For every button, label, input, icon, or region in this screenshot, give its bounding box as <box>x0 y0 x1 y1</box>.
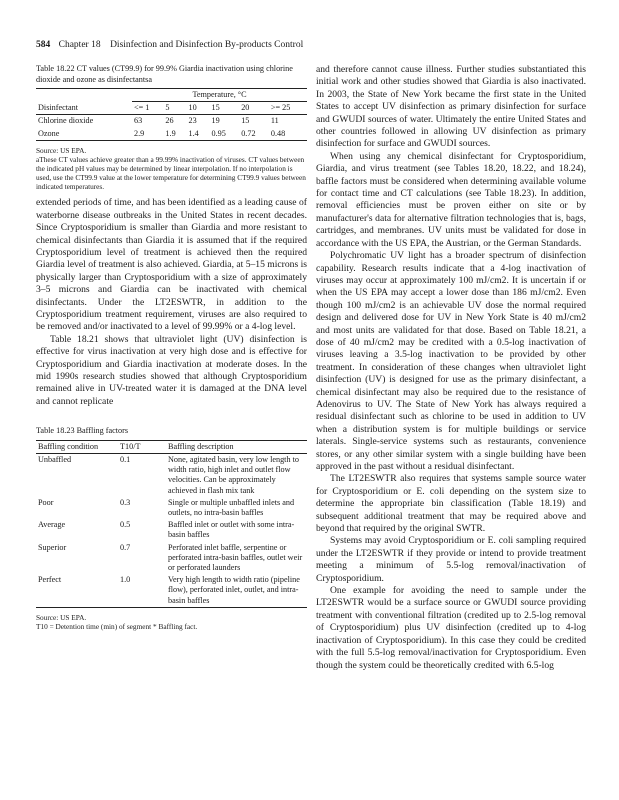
table-cell: 0.95 <box>211 128 226 138</box>
table-18-23 <box>36 426 307 631</box>
table-cell: Chlorine dioxide <box>38 116 94 126</box>
table-cell: 23 <box>188 116 197 126</box>
table-cell: Average <box>38 520 66 530</box>
table-cell: None, agitated basin, very low length to width ratio, high inlet and outlet flow velocities. Can be approximately achieved in flash mix tank <box>168 454 299 495</box>
table-row <box>36 519 307 541</box>
body-paragraph: The LT2ESWTR also requires that systems sample source water for Cryptosporidium or E. coli depending on the system size to determine the appropriate bin classification (Table 18.19) and subsequent additional treatment that may be required above and beyond that required by the original SWTR. <box>316 473 586 535</box>
table-cell: 0.3 <box>120 497 131 507</box>
table-cell: Very high length to width ratio (pipeline flow), perforated inlet, outlet, and intra-basin baffles <box>168 575 300 605</box>
table-18-22-grid <box>36 88 307 141</box>
col-header: 15 <box>211 103 220 113</box>
table-cell: 63 <box>134 116 143 126</box>
table-footnote: aThese CT values achieve greater than a 99.99% inactivation of viruses. CT values between the indicated pH values may be determined by linear interpolation. If no interpolation is used, use the CT99.9 value at the lower temperature for determining CT99.9 values between indicated temperatures. <box>36 154 306 192</box>
col-header: Disinfectant <box>38 102 79 112</box>
col-header: T10/T <box>120 441 141 451</box>
table-cell: Perfect <box>38 575 62 585</box>
table-cell: 0.72 <box>241 128 256 138</box>
body-paragraph: Table 18.21 shows that ultraviolet light (UV) disinfection is effective for virus inactivation at very high dose and is effective for Cryptosporidium and Giardia inactivation at moderate doses. In the mid 1990s research studies showed that although Cryptosporidium remained alive in UV-treated water it is damaged at the DNA level and cannot replicate <box>36 333 307 407</box>
table-18-23-grid <box>36 440 307 608</box>
table-source: Source: US EPA. <box>36 612 87 622</box>
table-cell: Superior <box>38 542 67 552</box>
table-cell: 0.1 <box>120 454 131 464</box>
table-cell: 1.4 <box>188 128 199 138</box>
col-header: Baffling condition <box>38 441 99 451</box>
table-18-22 <box>36 64 307 191</box>
table-cell: 2.9 <box>134 128 145 138</box>
table-cell: 11 <box>270 116 279 126</box>
col-header: >= 25 <box>270 103 291 113</box>
table-row <box>36 542 307 575</box>
table-cell: 0.48 <box>270 128 286 138</box>
left-column <box>36 64 307 631</box>
body-paragraph: One example for avoiding the need to sample under the LT2ESWTR would be a surface source or GWUDI source providing treatment with conventional filtration (credited up to 2.5-log removal of Cryptosporidium) plus UV disinfection (credited up to 4-log inactivation of Cryptosporidium). In this case they could be credited with the full 5.5-log removal/inactivation for Cryptosporidium. Even though the system could be theoretically credited with 6.5-log <box>316 585 586 671</box>
body-paragraph: and therefore cannot cause illness. Further studies substantiated this initial work and other studies showed that Giardia is also inactivated. In 2003, the State of New York became the first state in the United States to accept UV disinfection as primary disinfection for surface and GWUDI sources of water. Ultimately the entire United States and other countries followed in allowing UV disinfection as primary disinfection for surface and GWUDI sources. <box>316 64 586 150</box>
col-header: Baffling description <box>168 441 234 451</box>
table-cell: Single or multiple unbaffled inlets and outlets, no intra-basin baffles <box>168 497 295 517</box>
table-row <box>36 128 307 141</box>
table-cell: 15 <box>241 116 250 126</box>
table-cell: 19 <box>211 116 220 126</box>
col-header: 10 <box>188 103 197 113</box>
table-cell: Ozone <box>38 128 60 138</box>
page-header <box>36 40 584 50</box>
table-cell: Unbaffled <box>38 454 72 464</box>
temp-header: Temperature, °C <box>132 89 307 102</box>
right-column <box>316 64 586 672</box>
body-paragraph: When using any chemical disinfectant for Cryptosporidium, Giardia, and virus treatment (see Tables 18.20, 18.22, and 18.24), baffle factors must be considered when determining available volume for contact time and CT calculations (see Table 18.23). In addition, removal efficiencies must be proven either on site or by manufacturer's data for alternative filtration technologies that is, bags, cartridges, and membranes. UV units must be validated for dose in accordance with the US EPA, the Austrian, or the German Standards. <box>316 150 586 249</box>
table-row <box>36 497 307 519</box>
table-cell: 26 <box>165 116 174 126</box>
table-18-22-caption: Table 18.22 CT values (CT99.9) for 99.9% Giardia inactivation using chlorine dioxide and ozone as disinfectantsa <box>36 64 293 84</box>
body-paragraph: extended periods of time, and has been identified as a leading cause of waterborne disease outbreaks in the United States in recent decades. Since Cryptosporidium is smaller than Giardia and more resistant to chemical disinfectants than Giardia it is assumed that if the required Cryptosporidium level of treatment is achieved then the required Giardia level of treatment is also achieved. Giardia, at 5–15 microns is physically larger than Cryptosporidium with a size of approximately 3–5 microns and Giardia can be inactivated with chemical disinfectants. Under the LT2ESWTR, in addition to the Cryptosporidium treatment requirement, viruses are also required to be removed and/or inactivated to a level of 99.99% or a 4-log level. <box>36 197 307 333</box>
table-footnote: T10 = Detention time (min) of segment * Baffling fact. <box>36 621 198 631</box>
body-paragraph: Polychromatic UV light has a broader spectrum of disinfection capability. Research results indicate that a 4-log inactivation of viruses may occur at approximately 100 mJ/cm2. It is uncertain if or when the US EPA may accept a lower dose than 186 mJ/cm2. Even though 100 mJ/cm2 is an achievable UV dose the normal required design and delivered dose for UV in New York State is 40 mJ/cm2 and most units are validated for that dose. Based on Table 18.21, a dose of 40 mJ/cm2 may be credited with a 0.5-log inactivation of viruses leaving a 3.5-log inactivation to be provided by other treatment. In consideration of these changes when ultraviolet light disinfection (UV) is designed for use as the primary disinfectant, a chemical disinfectant may also be required due to the resistance of Adenovirus to UV. The State of New York has always required a residual disinfectant such as chlorine to be used in addition to UV when a distribution system is for multiple buildings or service laterals. Single-service systems such as restaurants, convenience stores, or any other similar system with a single building have been approved in the past without a residual disinfectant. <box>316 250 586 472</box>
table-18-23-caption: Table 18.23 Baffling factors <box>36 426 129 436</box>
col-header: <= 1 <box>134 103 150 113</box>
table-cell: 0.7 <box>120 542 131 552</box>
table-cell: 1.0 <box>120 575 131 585</box>
table-row <box>36 453 307 496</box>
table-cell: Poor <box>38 497 54 507</box>
table-row <box>36 115 307 128</box>
table-cell: 1.9 <box>165 128 176 138</box>
col-header: 5 <box>165 103 170 113</box>
table-row <box>36 574 307 607</box>
running-title: Chapter 18 Disinfection and Disinfection By-products Control <box>58 40 304 50</box>
col-header: 20 <box>241 103 250 113</box>
body-paragraph: Systems may avoid Cryptosporidium or E. coli sampling required under the LT2ESWTR if they provide or intend to provide treatment meeting a minimum of 5.5-log removal/inactivation of Cryptosporidium. <box>316 535 586 584</box>
table-source: Source: US EPA. <box>36 145 87 155</box>
page-number: 584 <box>36 40 51 50</box>
table-cell: Baffled inlet or outlet with some intra-basin baffles <box>168 520 295 540</box>
table-cell: 0.5 <box>120 520 131 530</box>
table-cell: Perforated inlet baffle, serpentine or perforated intra-basin baffles, outlet weir or perforated launders <box>168 542 303 572</box>
